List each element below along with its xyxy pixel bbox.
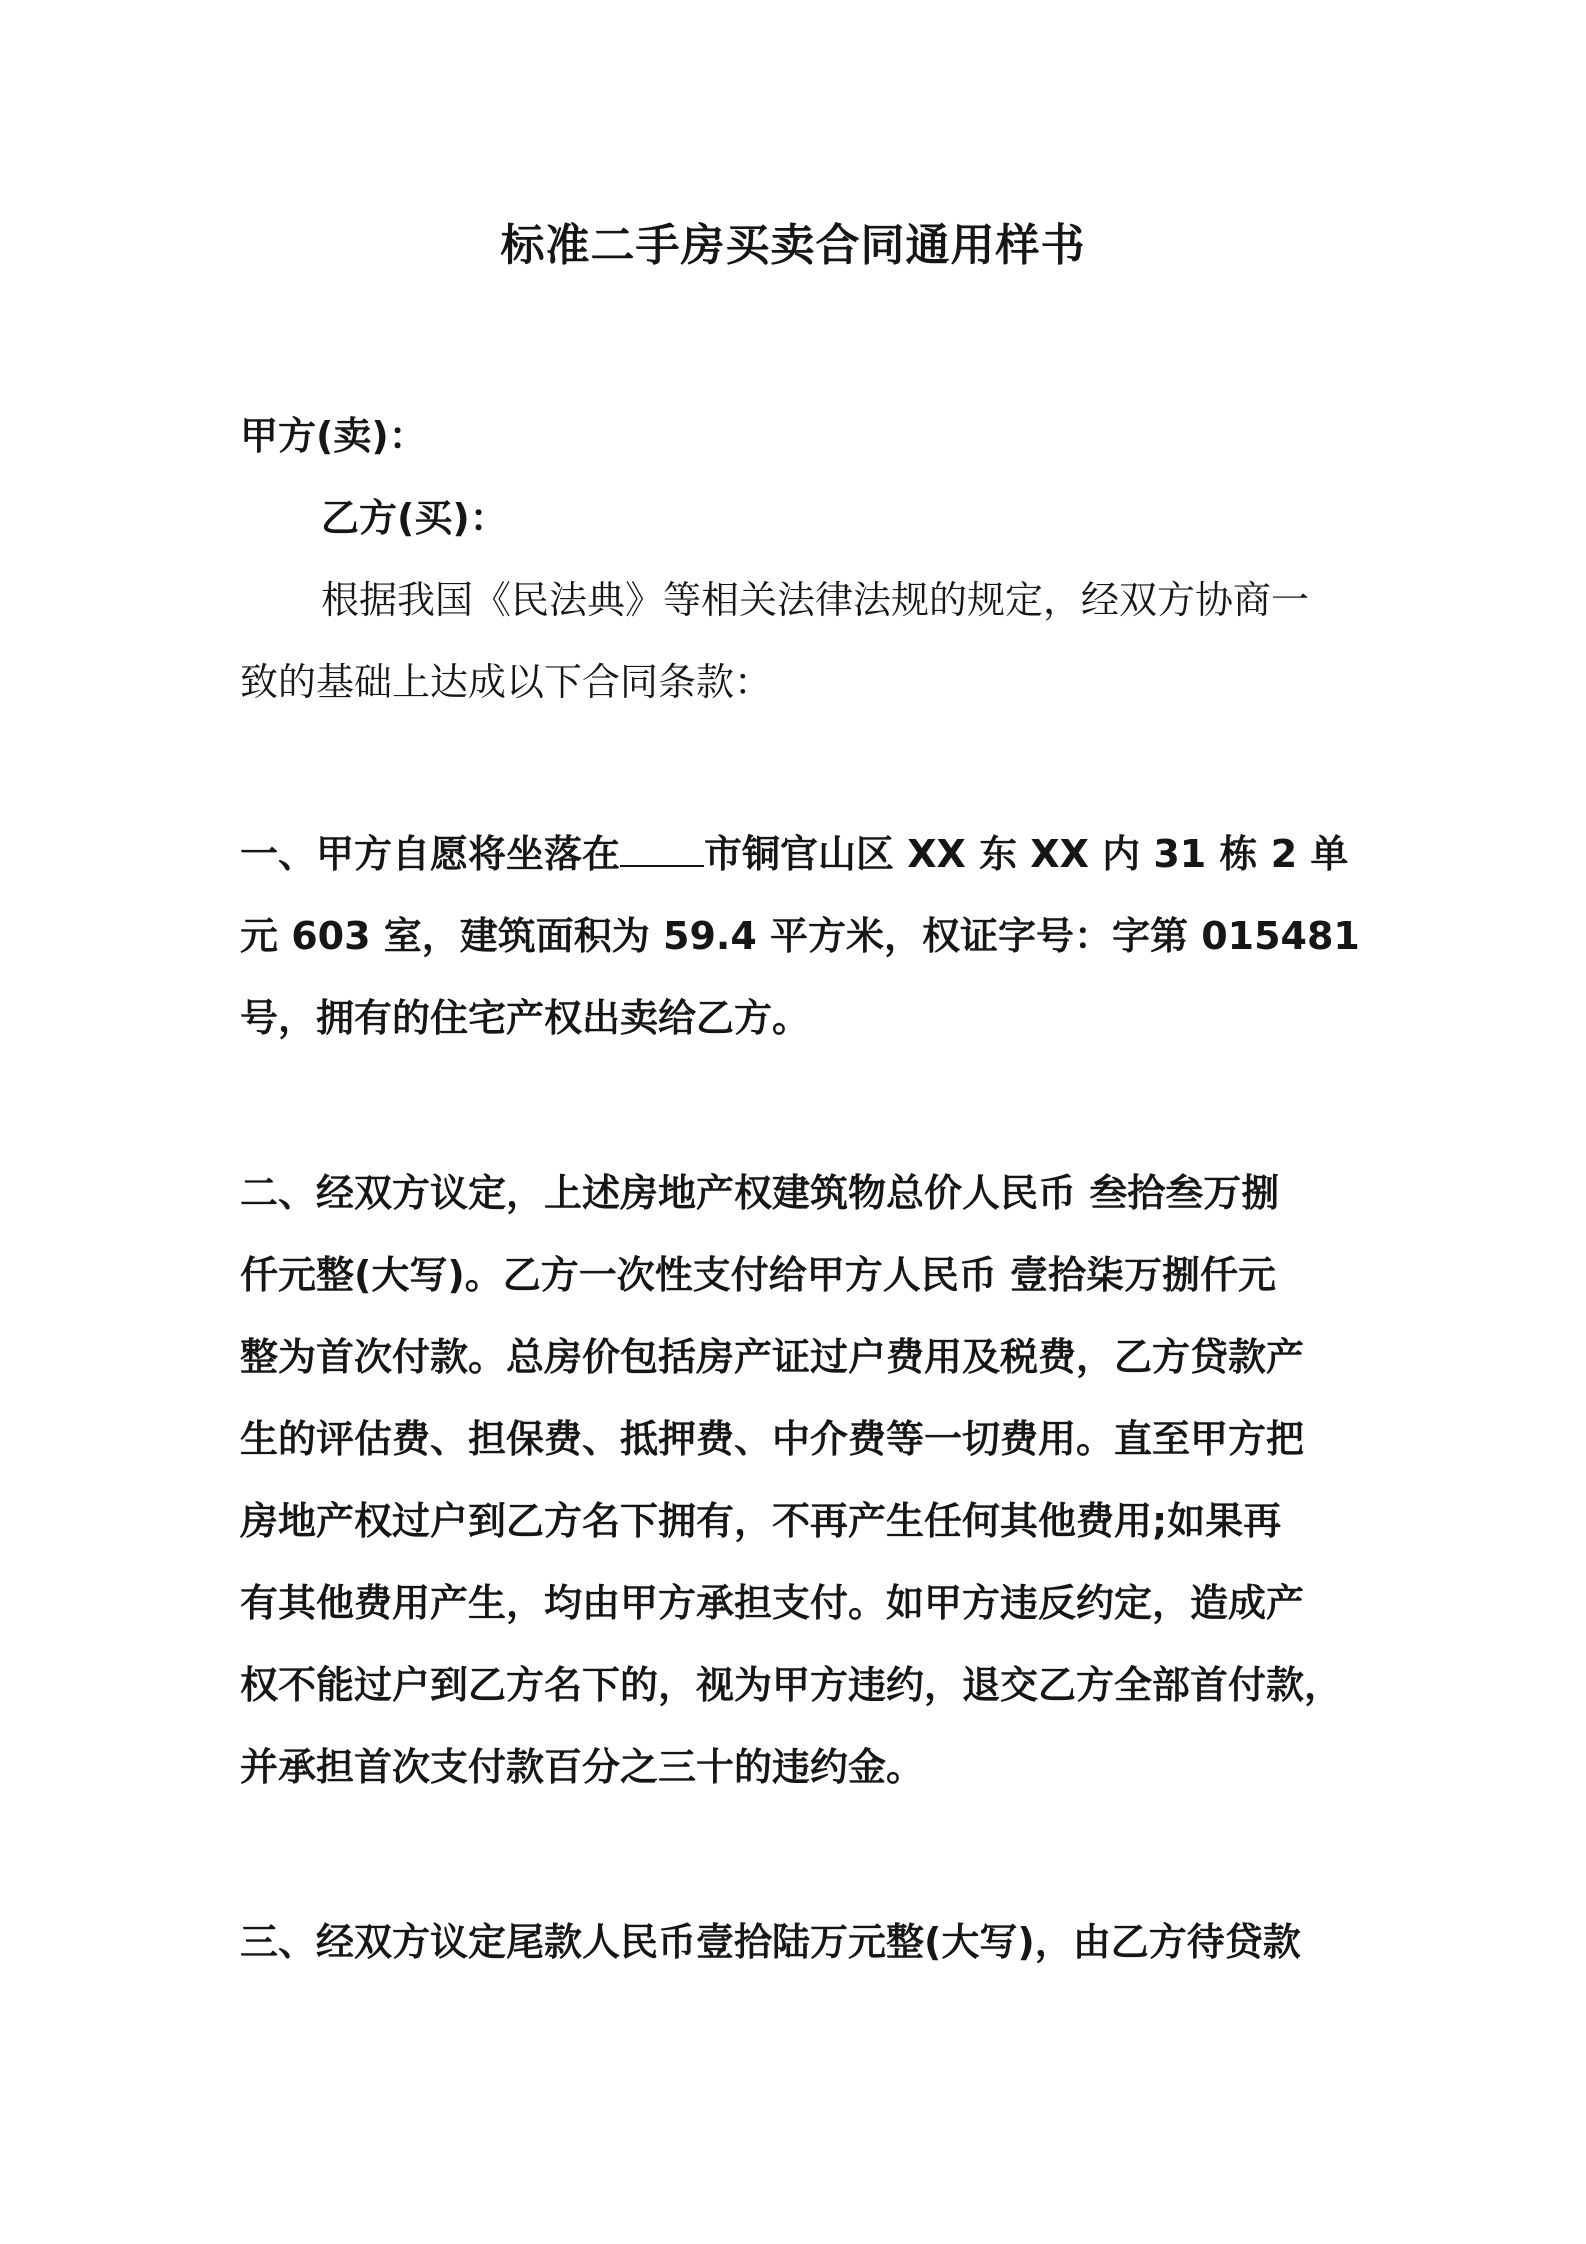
party-b-label: 乙方(买)：	[321, 496, 508, 540]
clause-1-suffix: 市铜官山区 XX 东 XX 内 31 栋 2 单	[704, 832, 1349, 876]
clause-1-prefix: 一、甲方自愿将坐落在	[240, 832, 621, 876]
clause-2-line-2: 仟元整(大写)。乙方一次性支付给甲方人民币 壹拾柒万捌仟元	[240, 1253, 1276, 1297]
intro-line-2: 致的基础上达成以下合同条款：	[240, 660, 773, 704]
clause-2-line-3: 整为首次付款。总房价包括房产证过户费用及税费，乙方贷款产	[240, 1335, 1305, 1379]
clause-3-line-1: 三、经双方议定尾款人民币壹拾陆万元整(大写)，由乙方待贷款	[240, 1920, 1301, 1964]
party-a-label: 甲方(卖)：	[240, 414, 427, 458]
clause-2-line-5: 房地产权过户到乙方名下拥有，不再产生任何其他费用;如果再	[240, 1499, 1282, 1543]
city-blank	[620, 827, 704, 867]
document-title: 标准二手房买卖合同通用样书	[500, 220, 1086, 271]
clause-2-line-7: 权不能过户到乙方名下的，视为甲方违约，退交乙方全部首付款，	[240, 1663, 1343, 1707]
clause-1-line-3: 号，拥有的住宅产权出卖给乙方。	[240, 996, 811, 1040]
intro-line-1: 根据我国《民法典》等相关法律法规的规定，经双方协商一	[321, 578, 1310, 622]
clause-2-line-1: 二、经双方议定，上述房地产权建筑物总价人民币 叁拾叁万捌	[240, 1171, 1280, 1215]
clause-2-line-8: 并承担首次支付款百分之三十的违约金。	[240, 1745, 925, 1789]
clause-1-line-1	[240, 826, 1348, 882]
clause-2-line-4: 生的评估费、担保费、抵押费、中介费等一切费用。直至甲方把	[240, 1417, 1305, 1461]
clause-1-line-2: 元 603 室，建筑面积为 59.4 平方米，权证字号：字第 015481	[240, 914, 1360, 958]
clause-2-line-6: 有其他费用产生，均由甲方承担支付。如甲方违反约定，造成产	[240, 1581, 1305, 1625]
